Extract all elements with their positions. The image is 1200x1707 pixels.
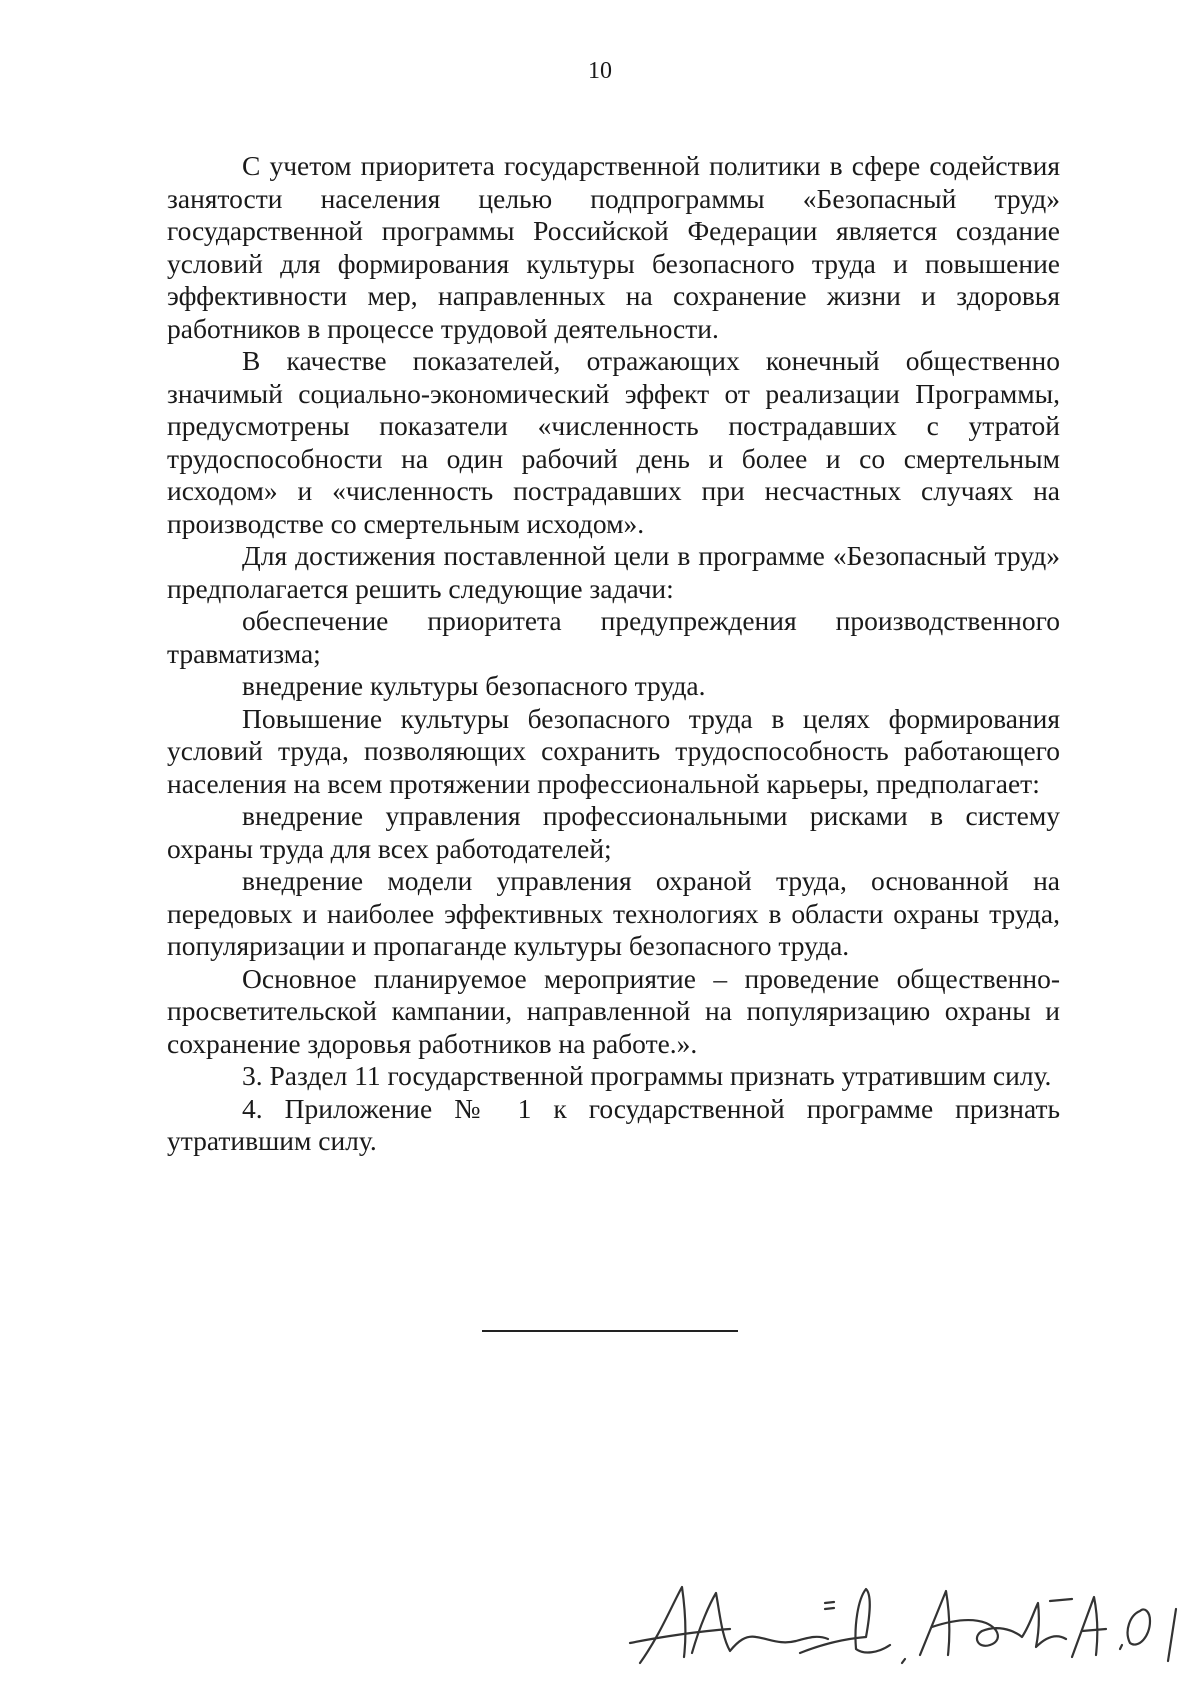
paragraph-goal: С учетом приоритета государственной политики в сфере содействия занятости населения целью подпрограммы «Безопасный труд» государственной программы Российской Федерации является создание условий для формирования культуры безопасного труда и повышение эффективности мер, направленных на сохранение жизни и здоровья работников в процессе трудовой деятельности. [167, 150, 1060, 344]
paragraph-culture-item-1: внедрение управления профессиональными рисками в систему охраны труда для всех работодателей; [167, 800, 1060, 864]
paragraph-culture-item-2: внедрение модели управления охраной труда, основанной на передовых и наиболее эффективных технологиях в области охраны труда, популяризации и пропаганде культуры безопасного труда. [167, 865, 1060, 961]
paragraph-culture-intro: Повышение культуры безопасного труда в целях формирования условий труда, позволяющих сохранить трудоспособность работающего населения на всем протяжении профессиональной карьеры, предполагает: [167, 702, 1060, 799]
paragraph-item-3: 3. Раздел 11 государственной программы признать утратившим силу. [242, 1060, 1052, 1091]
closing-separator-line [482, 1330, 738, 1332]
handwritten-signature [620, 1545, 1180, 1675]
paragraph-item-4: 4. Приложение № 1 к государственной программе признать утратившим силу. [167, 1092, 1060, 1156]
paragraph-task-2: внедрение культуры безопасного труда. [242, 670, 706, 701]
page-number: 10 [588, 58, 612, 84]
paragraph-main-activity: Основное планируемое мероприятие – проведение общественно-просветительской кампании, направленной на популяризацию охраны и сохранение здоровья работников на работе.». [167, 962, 1060, 1059]
paragraph-task-1: обеспечение приоритета предупреждения производственного травматизма; [167, 605, 1060, 669]
document-body [167, 150, 1060, 1158]
paragraph-indicators: В качестве показателей, отражающих конечный общественно значимый социально-экономический эффект от реализации Программы, предусмотрены показатели «численность пострадавших с утратой трудоспособности на один рабочий день и более и со смертельным исходом» и «численность пострадавших при несчастных случаях на производстве со смертельным исходом». [167, 345, 1060, 539]
paragraph-tasks-intro: Для достижения поставленной цели в программе «Безопасный труд» предполагается решить следующие задачи: [167, 540, 1060, 604]
